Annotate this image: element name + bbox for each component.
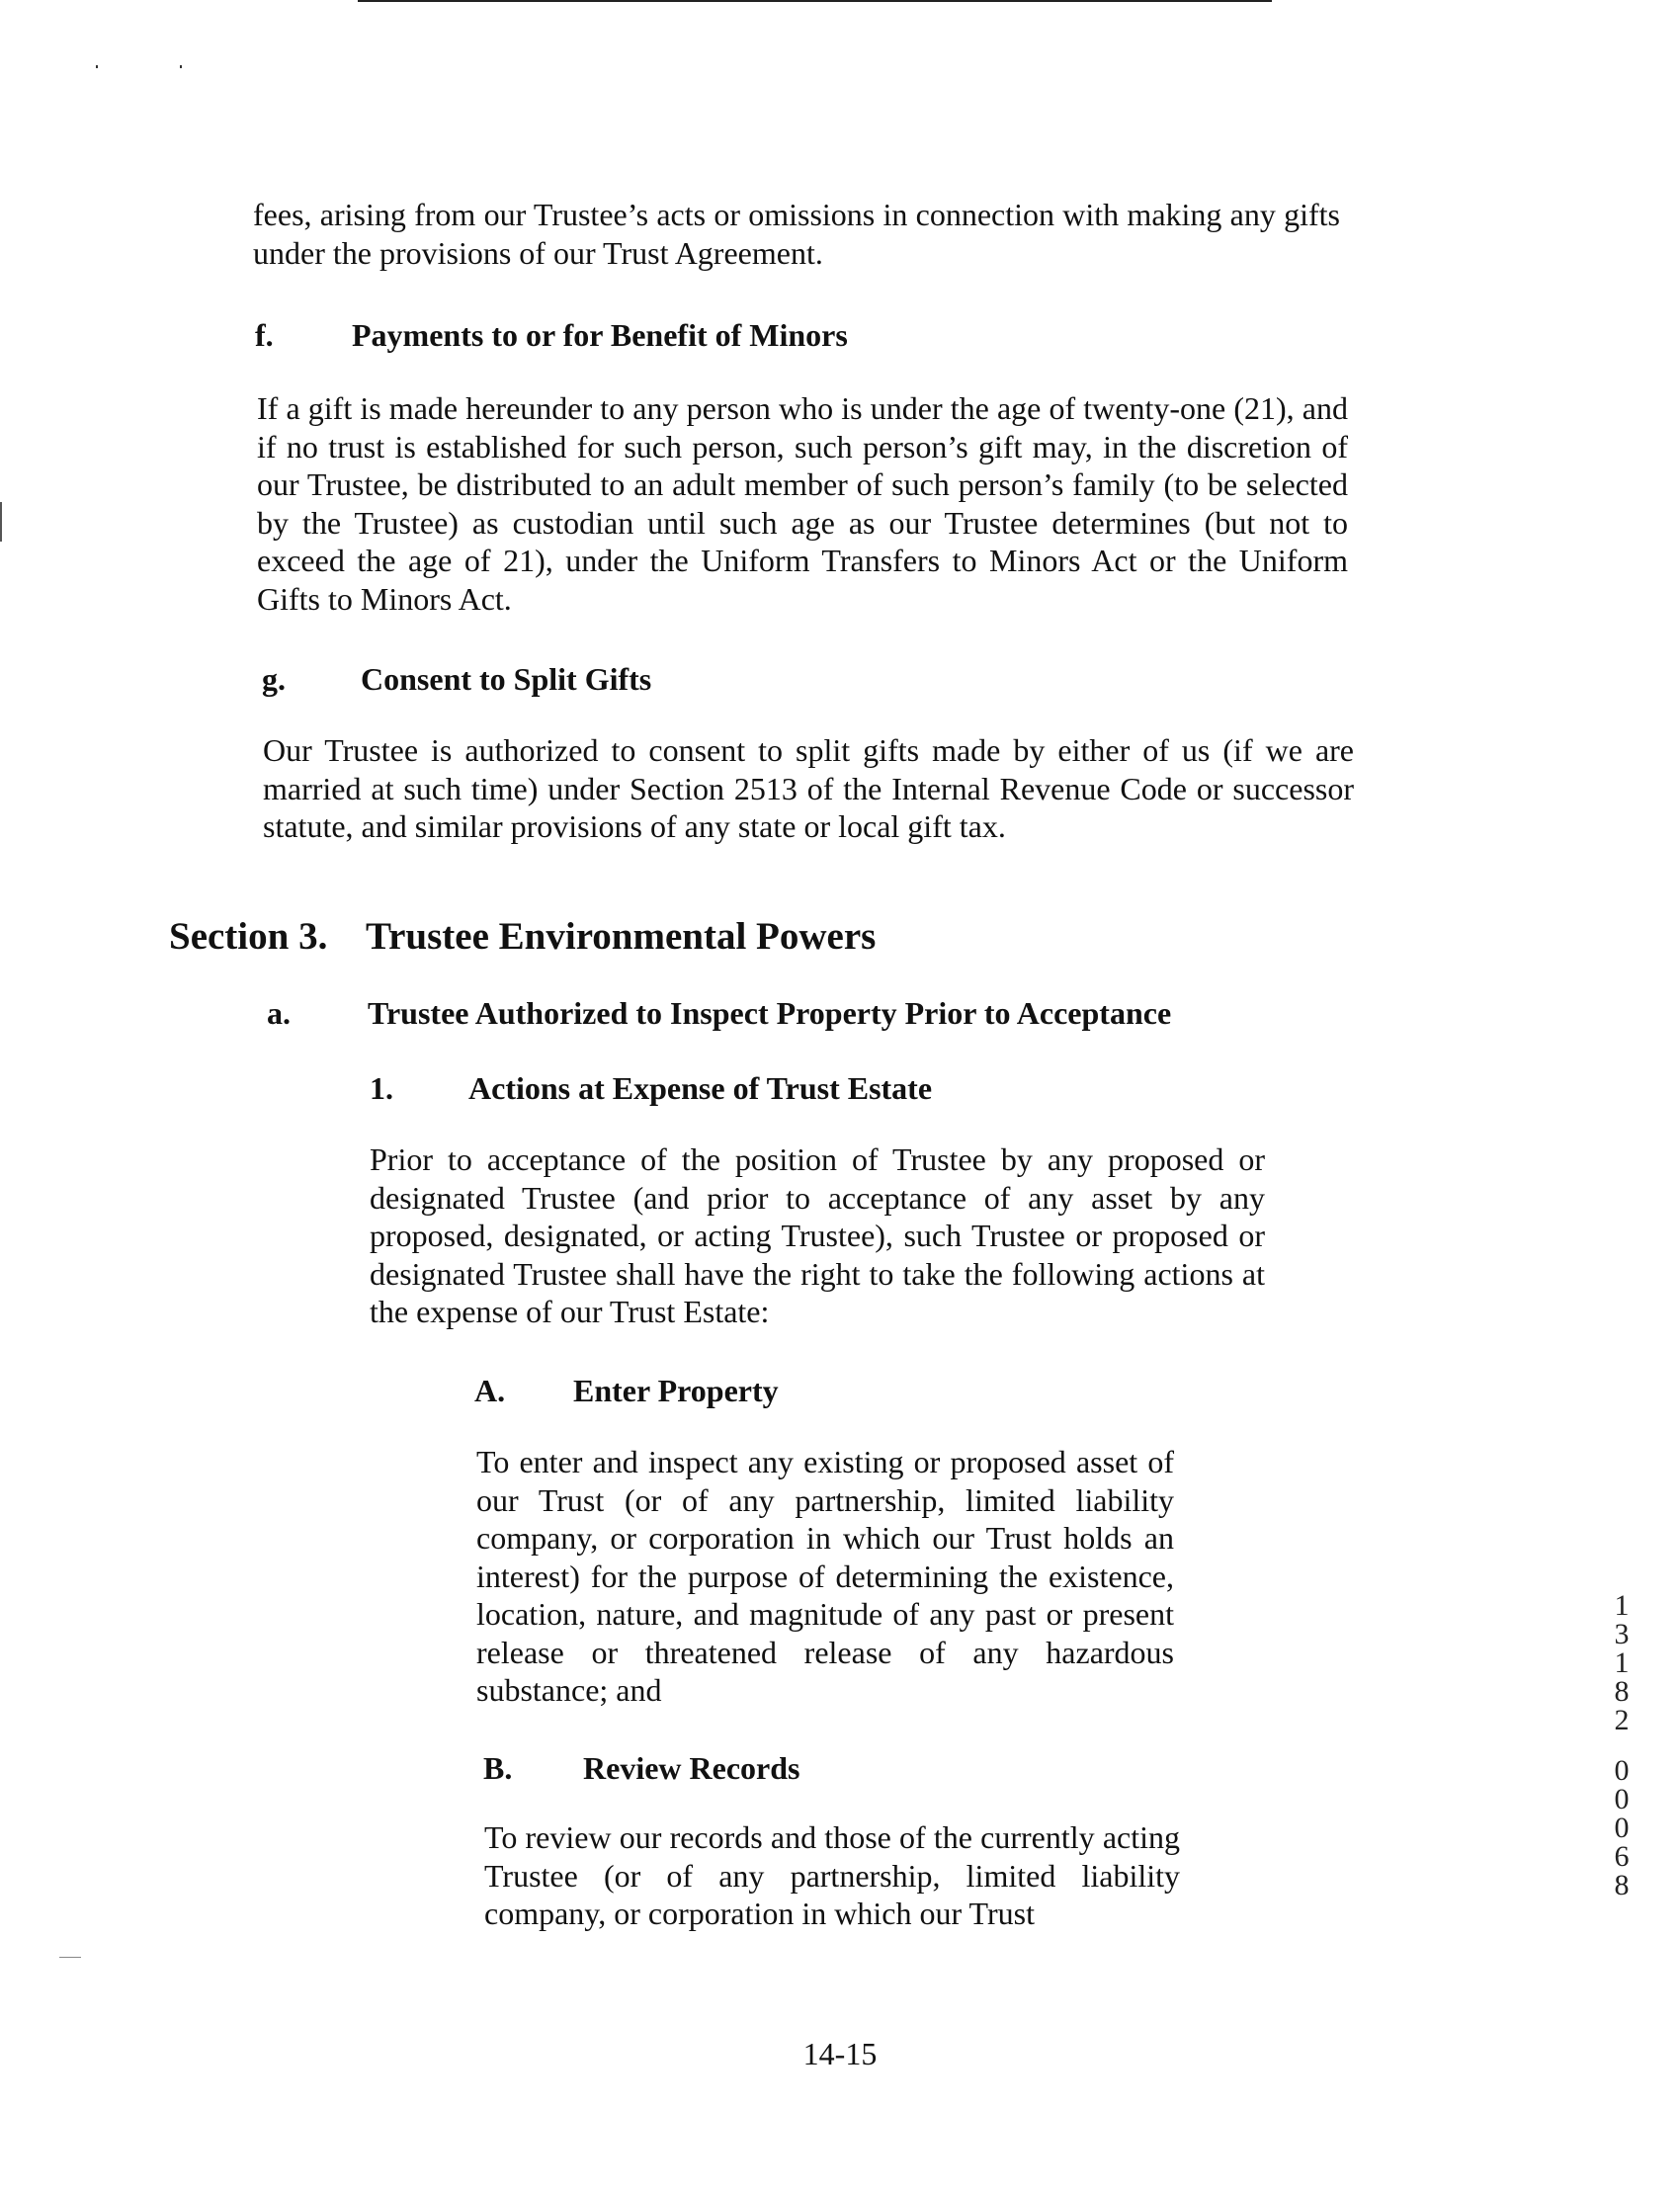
top-scan-rule — [358, 0, 1272, 2]
item-B-heading — [483, 1749, 799, 1787]
item-1-title: Actions at Expense of Trust Estate — [468, 1070, 933, 1106]
section-3-number: Section 3. — [169, 915, 328, 958]
item-A-heading — [474, 1372, 779, 1409]
continuation-paragraph: fees, arising from our Trustee’s acts or omissions in connection with making any gifts under the provisions of our Trust Agreement. — [253, 197, 1340, 271]
item-1-body: Prior to acceptance of the position of Trustee by any proposed or designated Trustee (and prior to acceptance of any asset by any proposed, designated, or acting Trustee), such Trustee or proposed or designated Trustee shall have the right to take the following actions at the expense of our Trust Estate: — [370, 1141, 1265, 1329]
subsection-a-heading — [267, 994, 1171, 1032]
left-edge-mark — [0, 502, 2, 542]
subsection-f-number: f. — [255, 317, 274, 353]
subsection-g-number: g. — [262, 661, 286, 697]
section-3-heading — [169, 915, 876, 959]
section-3-title: Trustee Environmental Powers — [366, 915, 877, 958]
scan-speck — [96, 65, 98, 68]
subsection-f-heading — [255, 316, 848, 354]
page-number: 14-15 — [802, 2036, 878, 2071]
item-A-title: Enter Property — [573, 1373, 779, 1408]
item-B-body: To review our records and those of the currently acting Trustee (or of any partnership, limited liability company, or corporation in which our Trust — [484, 1819, 1180, 1931]
subsection-a-title: Trustee Authorized to Inspect Property Prior to Acceptance — [368, 995, 1172, 1031]
item-A-body: To enter and inspect any existing or proposed asset of our Trust (or of any partnership, limited liability company, or corporation in which our Trust holds an interest) for the purpose of determining the existence, location, nature, and magnitude of any past or present release or threatened release of any hazardous substance; and — [476, 1444, 1174, 1708]
subsection-g-heading — [262, 660, 651, 698]
bates-number-part2: 00068 — [1614, 1754, 1630, 1901]
subsection-g-title: Consent to Split Gifts — [361, 661, 652, 697]
item-B-title: Review Records — [583, 1750, 800, 1786]
scan-speck — [180, 65, 182, 68]
scan-speck — [59, 1957, 81, 1958]
item-1-number: 1. — [370, 1070, 393, 1106]
subsection-f-title: Payments to or for Benefit of Minors — [352, 317, 848, 353]
subsection-f-body: If a gift is made hereunder to any person who is under the age of twenty-one (21), and if no trust is established for such person, such person’s gift may, in the discretion of our Trustee, be distributed to an adult member of such person’s family (to be selected by the Trustee) as custodian until such age as our Trustee determines (but not to exceed the age of 21), under the Uniform Transfers to Minors Act or the Uniform Gifts to Minors Act. — [257, 390, 1348, 617]
subsection-g-body: Our Trustee is authorized to consent to split gifts made by either of us (if we are married at such time) under Section 2513 of the Internal Revenue Code or successor statute, and similar provisions of any state or local gift tax. — [263, 732, 1354, 844]
bates-number-part1: 13182 — [1614, 1589, 1630, 1736]
item-1-heading — [370, 1069, 932, 1107]
bates-number — [1609, 1591, 1635, 1899]
subsection-a-number: a. — [267, 995, 291, 1031]
item-B-number: B. — [483, 1750, 513, 1786]
item-A-number: A. — [474, 1373, 506, 1408]
